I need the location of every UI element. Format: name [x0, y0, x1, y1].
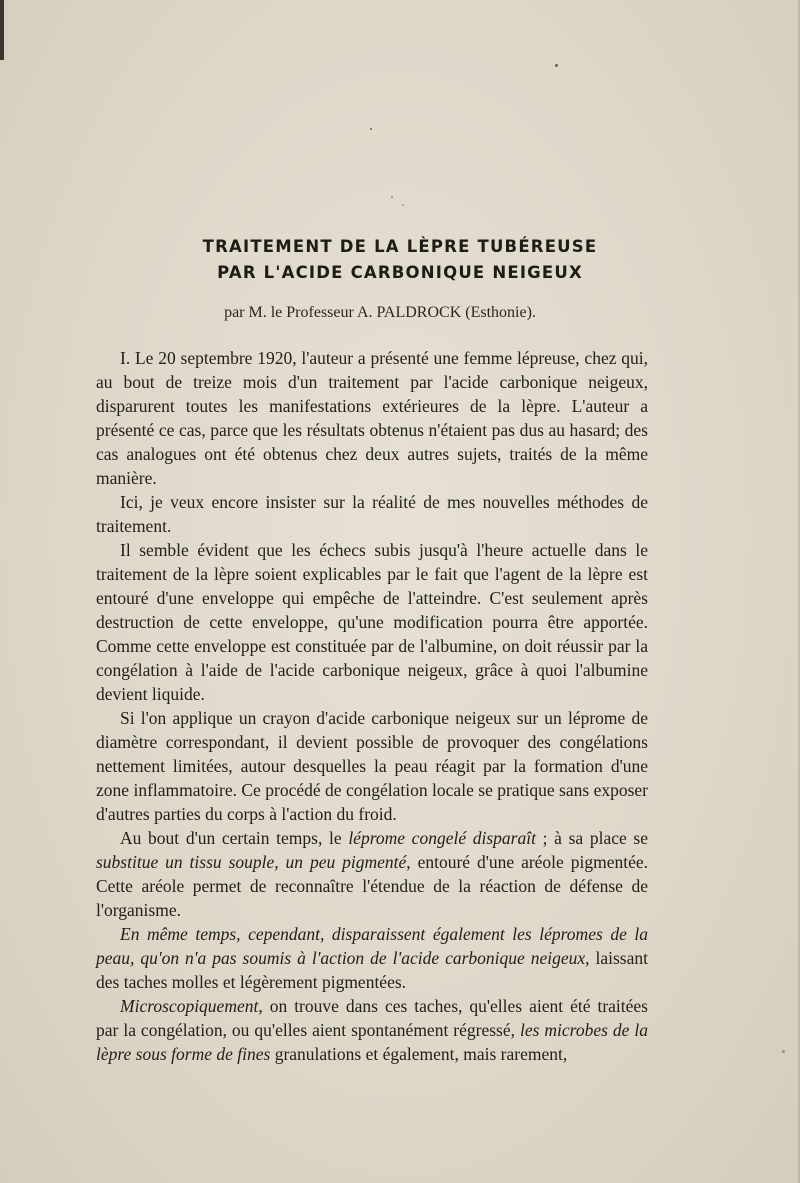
paper-speck [370, 128, 372, 130]
paragraph-5 [96, 826, 648, 922]
paper-speck [402, 204, 404, 206]
article-title-line-2: PAR L'ACIDE CARBONIQUE NEIGEUX [217, 263, 583, 282]
paragraph-5-text-a: Au bout d'un certain temps, le [120, 828, 349, 848]
paragraph-7-italic-b: les microbes de la lèpre sous forme de fines [96, 1020, 649, 1064]
paragraph-5-text-c: , entouré d'une aréole pigmentée. Cette aréole permet de reconnaître l'étendue de la réaction de défense de l'organisme. [96, 852, 648, 920]
article-title-line-1: TRAITEMENT DE LA LÈPRE TUBÉREUSE [202, 237, 598, 256]
paragraph-1: I. Le 20 septembre 1920, l'auteur a présenté une femme lépreuse, chez qui, au bout de treize mois d'un traitement par l'acide carbonique neigeux, disparurent toutes les manifestations extérieures de la lèpre. L'auteur a présenté ce cas, parce que les résultats obtenus n'étaient pas dus au hasard; des cas analogues ont été obtenus chez deux autres sujets, traités de la même manière. [96, 348, 648, 488]
paragraph-7-text-a: , on trouve dans ces taches, qu'elles aient été traitées par la congélation, ou qu'elles aient spontanément régressé, [96, 996, 648, 1040]
paragraph-6-text: , laissant des taches molles et légèrement pigmentées. [96, 948, 649, 992]
paragraph-3: Il semble évident que les échecs subis jusqu'à l'heure actuelle dans le traitement de la lèpre soient explicables par le fait que l'agent de la lèpre est entouré d'une enveloppe qui empêche de l'atteindre. C'est seulement après destruction de cette enveloppe, qu'une modification pourra être apportée. Comme cette enveloppe est constituée par de l'albumine, on doit réussir par la congélation à l'aide de l'acide carbonique neigeux, grâce à quoi l'albumine devient liquide. [96, 540, 648, 704]
paragraph-5-text-b: ; à sa place se [535, 828, 648, 848]
article-body [96, 346, 648, 1066]
paragraph-4: Si l'on applique un crayon d'acide carbonique neigeux sur un léprome de diamètre correspondant, il devient possible de provoquer des congélations nettement limitées, autour desquelles la peau réagit par la formation d'une zone inflammatoire. Ce procédé de congélation locale se pratique sans exposer d'autres parties du corps à l'action du froid. [96, 708, 648, 824]
paragraph-7-text-b: granulations et également, mais rarement, [270, 1044, 568, 1064]
paper-speck [391, 196, 393, 198]
paragraph-5-italic-b: substitue un tissu souple, un peu pigmenté [96, 852, 407, 872]
article-byline: par M. le Professeur A. PALDROCK (Esthonie). [224, 304, 536, 321]
paragraph-6 [96, 922, 648, 994]
paper-speck [782, 1050, 785, 1053]
paper-speck [555, 64, 558, 67]
paragraph-5-italic-a: léprome congelé disparaît [348, 828, 536, 848]
paragraph-7-italic-a: Microscopiquement [120, 996, 259, 1016]
paragraph-2: Ici, je veux encore insister sur la réalité de mes nouvelles méthodes de traitement. [96, 492, 648, 536]
binding-edge [0, 0, 4, 60]
paragraph-6-italic: En même temps, cependant, disparaissent également les lépromes de la peau, qu'on n'a pas soumis à l'action de l'acide carbonique neigeux [96, 924, 648, 968]
paragraph-7 [96, 994, 648, 1066]
